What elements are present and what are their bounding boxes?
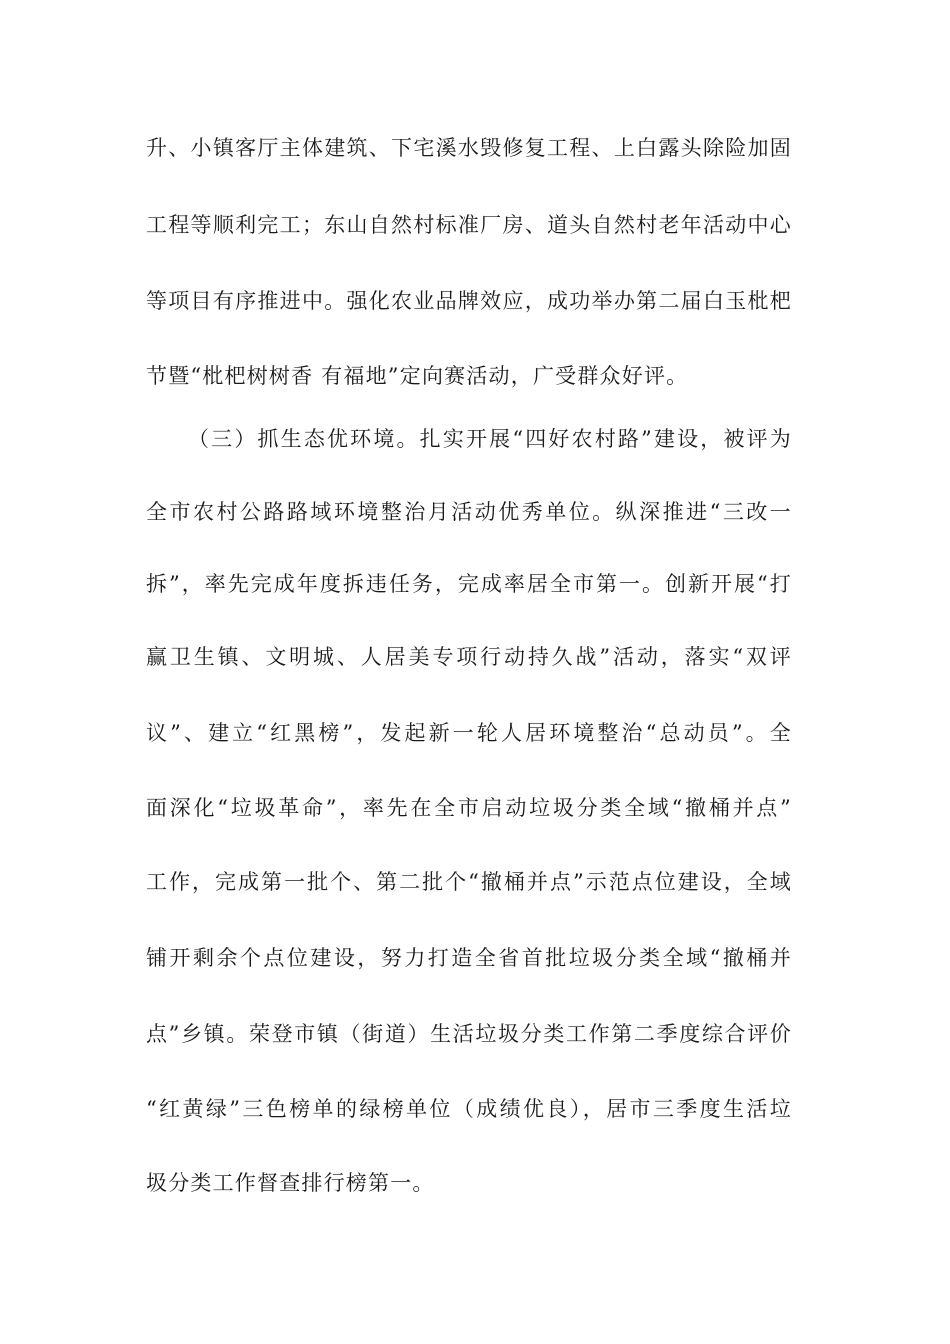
paragraph-line: 议”、建立“红黑榜”，发起新一轮人居环境整治“总动员”。全 bbox=[146, 721, 792, 745]
paragraph-line: 节暨“枇杷树树香 有福地”定向赛活动，广受群众好评。 bbox=[146, 364, 689, 388]
paragraph-line: （三）抓生态优环境。扎实开展“四好农村路”建设，被评为 bbox=[188, 427, 792, 451]
paragraph-line: 铺开剩余个点位建设，努力打造全省首批垃圾分类全域“撤桶并 bbox=[146, 946, 792, 970]
paragraph-line: 面深化“垃圾革命”，率先在全市启动垃圾分类全域“撤桶并点” bbox=[146, 796, 792, 820]
paragraph-line: 工作，完成第一批个、第二批个“撤桶并点”示范点位建设，全域 bbox=[146, 870, 792, 894]
paragraph-line: 工程等顺利完工；东山自然村标准厂房、道头自然村老年活动中心 bbox=[146, 213, 792, 237]
paragraph-line: 点”乡镇。荣登市镇（街道）生活垃圾分类工作第二季度综合评价 bbox=[146, 1022, 792, 1046]
paragraph-line: 赢卫生镇、文明城、人居美专项行动持久战”活动，落实“双评 bbox=[146, 645, 792, 669]
paragraph-line: “红黄绿”三色榜单的绿榜单位（成绩优良），居市三季度生活垃 bbox=[146, 1097, 792, 1121]
paragraph-line: 拆”，率先完成年度拆违任务，完成率居全市第一。创新开展“打 bbox=[146, 572, 792, 596]
paragraph-line: 等项目有序推进中。强化农业品牌效应，成功举办第二届白玉枇杷 bbox=[146, 289, 792, 313]
paragraph-line: 全市农村公路路域环境整治月活动优秀单位。纵深推进“三改一 bbox=[146, 500, 792, 524]
paragraph-line: 圾分类工作督查排行榜第一。 bbox=[146, 1171, 435, 1195]
paragraph-line: 升、小镇客厅主体建筑、下宅溪水毁修复工程、上白露头除险加固 bbox=[146, 136, 792, 160]
